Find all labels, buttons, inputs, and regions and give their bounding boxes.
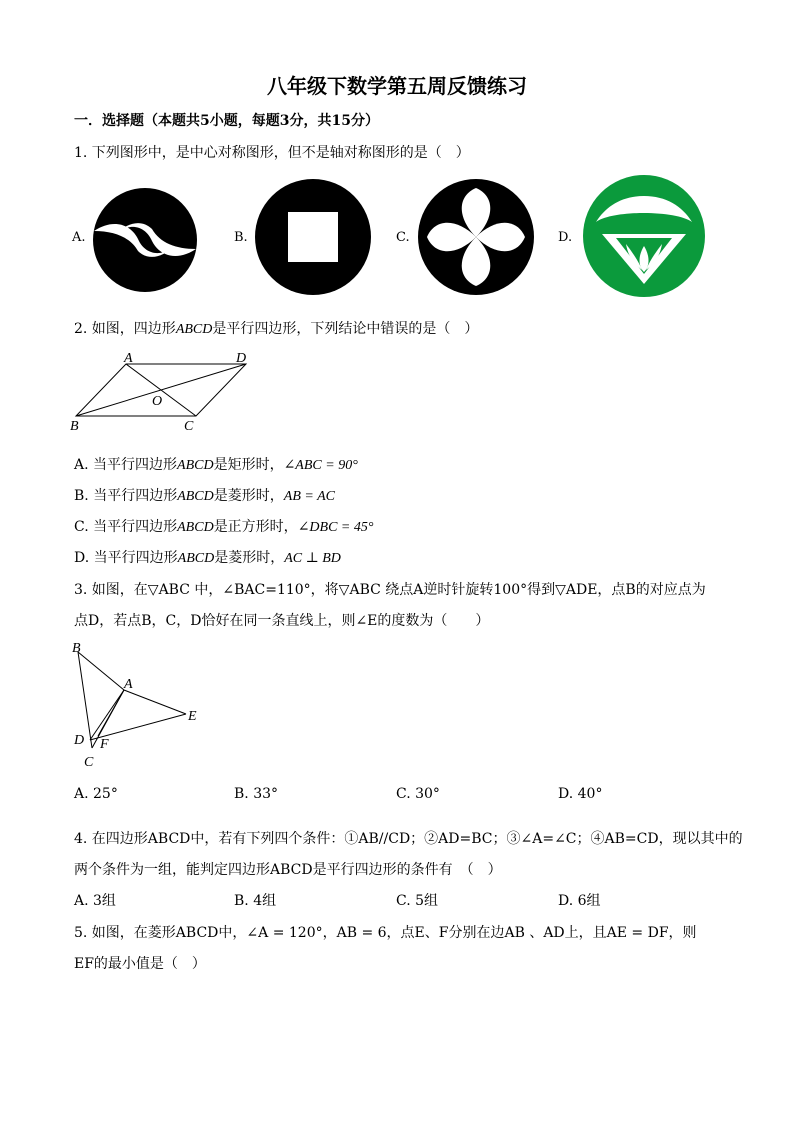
q1-option-b-label: B. — [234, 230, 248, 245]
q2-stem-post: 是平行四边形，下列结论中错误的是（ ） — [212, 321, 479, 337]
q2-parallelogram-figure — [70, 350, 260, 432]
q2-point-d: D — [236, 351, 247, 366]
question-3-line-1: 3. 如图，在▽ABC 中，∠BAC=110°，将▽ABC 绕点A逆时针旋转100°得到▽ADE，点B的对应点为 — [74, 582, 706, 598]
q4-option-c: C. 5组 — [396, 893, 439, 909]
q2-point-c: C — [184, 419, 194, 434]
q2-option-a-mid: 是矩形时， — [213, 457, 284, 473]
q3-point-c: C — [84, 755, 94, 770]
q2-stem-var: ABCD — [175, 322, 213, 337]
q2-point-o: O — [152, 394, 163, 409]
q3-point-e: E — [188, 709, 197, 724]
q2-option-d-pre: D. 当平行四边形 — [74, 550, 178, 566]
q2-option-c — [74, 516, 373, 536]
q2-option-a-math: ∠ABC = 90° — [283, 458, 358, 473]
q2-option-b-math: AB = AC — [283, 489, 335, 504]
q2-option-a-var: ABCD — [177, 458, 214, 473]
q2-option-b — [74, 485, 335, 505]
q3-point-b: B — [72, 641, 81, 656]
page-title: 八年级下数学第五周反馈练习 — [267, 74, 527, 98]
q3-option-a: A. 25° — [74, 786, 118, 802]
q3-triangle-figure — [68, 640, 208, 770]
q2-option-c-pre: C. 当平行四边形 — [74, 519, 178, 535]
q1-option-c-label: C. — [396, 230, 410, 245]
question-5-line-2: EF的最小值是（ ） — [74, 956, 206, 972]
q2-option-d — [74, 547, 341, 567]
q3-option-b: B. 33° — [234, 786, 279, 802]
q2-point-b: B — [70, 419, 79, 434]
q3-option-c: C. 30° — [396, 786, 440, 802]
question-1-stem: 1. 下列图形中，是中心对称图形，但不是轴对称图形的是（ ） — [74, 145, 470, 161]
q3-point-a: A — [124, 677, 133, 692]
q4-option-b: B. 4组 — [234, 893, 277, 909]
question-4-line-1: 4. 在四边形ABCD中，若有下列四个条件：①AB//CD；②AD=BC；③∠A=∠C；④AB=CD，现以其中的 — [74, 831, 743, 847]
q2-option-a-pre: A. 当平行四边形 — [74, 457, 178, 473]
q1-figure-b — [254, 178, 372, 296]
q2-option-c-mid: 是正方形时， — [213, 519, 298, 535]
q2-option-b-var: ABCD — [177, 489, 214, 504]
q2-option-d-math: AC ⊥ BD — [284, 551, 341, 566]
q2-option-d-var: ABCD — [177, 551, 215, 566]
q2-option-a — [74, 454, 358, 474]
q1-option-a-label: A. — [72, 230, 86, 245]
q4-option-a: A. 3组 — [74, 893, 116, 909]
q1-figure-a — [92, 187, 198, 293]
q2-option-b-mid: 是菱形时， — [213, 488, 284, 504]
q1-option-d-label: D. — [558, 230, 573, 245]
question-4-line-2: 两个条件为一组，能判定四边形ABCD是平行四边形的条件有 （ ） — [74, 862, 502, 878]
question-5-line-1: 5. 如图，在菱形ABCD中，∠A = 120°，AB = 6，点E、F分别在边AB 、AD上，且AE = DF，则 — [74, 925, 697, 941]
q2-option-c-var: ABCD — [177, 520, 214, 535]
q2-point-a: A — [124, 351, 133, 366]
q4-option-d: D. 6组 — [558, 893, 601, 909]
q2-option-b-pre: B. 当平行四边形 — [74, 488, 178, 504]
q3-point-d: D — [74, 733, 85, 748]
q2-stem-pre: 2. 如图，四边形 — [74, 321, 176, 337]
question-3-line-2: 点D，若点B，C，D恰好在同一条直线上，则∠E的度数为（ ） — [74, 613, 490, 629]
section-heading: 一．选择题（本题共5小题，每题3分，共15分） — [74, 113, 379, 129]
q3-option-d: D. 40° — [558, 786, 603, 802]
question-2-stem — [74, 318, 478, 338]
q1-figure-d — [582, 174, 706, 298]
q2-option-c-math: ∠DBC = 45° — [297, 520, 374, 535]
q1-figure-c — [417, 178, 535, 296]
q2-option-d-mid: 是菱形时， — [214, 550, 285, 566]
q3-point-f: F — [100, 737, 109, 752]
